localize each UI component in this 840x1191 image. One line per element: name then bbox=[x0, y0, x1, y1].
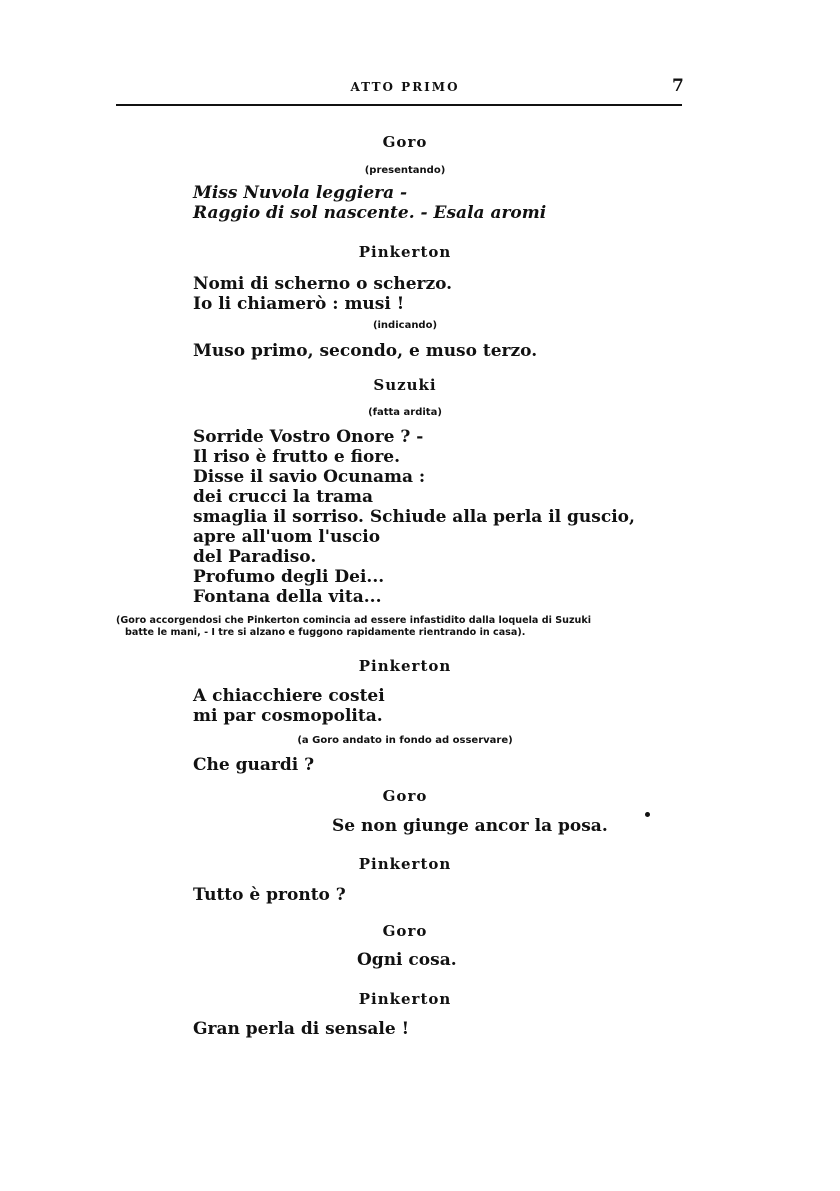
stage-direction: (fatta ardita) bbox=[368, 407, 442, 418]
verse-line: apre all'uom l'uscio bbox=[193, 527, 381, 547]
header-rule bbox=[116, 104, 682, 106]
running-title: ATTO PRIMO bbox=[350, 80, 460, 94]
stage-direction: (a Goro andato in fondo ad osservare) bbox=[297, 735, 513, 746]
verse-line: Disse il savio Ocunama : bbox=[193, 467, 426, 487]
verse-line: A chiacchiere costei bbox=[193, 686, 385, 706]
verse-line: mi par cosmopolita. bbox=[193, 706, 383, 726]
stage-direction: (indicando) bbox=[372, 320, 438, 331]
verse-line: Tutto è pronto ? bbox=[193, 885, 346, 905]
stage-direction: (presentando) bbox=[364, 165, 446, 176]
speaker-goro: Goro bbox=[382, 787, 428, 805]
verse-line: Miss Nuvola leggiera - bbox=[193, 183, 408, 203]
verse-line: dei crucci la trama bbox=[193, 487, 374, 507]
speaker-suzuki: Suzuki bbox=[373, 376, 437, 394]
verse-line: Profumo degli Dei... bbox=[193, 567, 385, 587]
verse-line: Se non giunge ancor la posa. bbox=[332, 816, 608, 836]
verse-line: Muso primo, secondo, e muso terzo. bbox=[193, 341, 538, 361]
verse-line: Raggio di sol nascente. - Esala aromi bbox=[193, 203, 547, 223]
speaker-pinkerton: Pinkerton bbox=[358, 855, 452, 873]
verse-line: smaglia il sorriso. Schiude alla perla il guscio, bbox=[193, 507, 635, 527]
verse-line: Fontana della vita... bbox=[193, 587, 382, 607]
page-number: 7 bbox=[672, 76, 684, 96]
verse-line: Ogni cosa. bbox=[357, 950, 457, 970]
stage-direction-long bbox=[116, 615, 706, 639]
verse-line: Gran perla di sensale ! bbox=[193, 1019, 410, 1039]
verse-line: Il riso è frutto e fiore. bbox=[193, 447, 401, 467]
verse-line: Io li chiamerò : musi ! bbox=[193, 294, 405, 314]
verse-line: Sorride Vostro Onore ? - bbox=[193, 427, 424, 447]
stage-direction-line: (Goro accorgendosi che Pinkerton comincia ad essere infastidito dalla loquela di Suzuki bbox=[116, 615, 592, 626]
speaker-goro: Goro bbox=[382, 133, 428, 151]
speaker-pinkerton: Pinkerton bbox=[358, 243, 452, 261]
ink-mark bbox=[645, 812, 650, 817]
verse-line: Nomi di scherno o scherzo. bbox=[193, 274, 453, 294]
speaker-pinkerton: Pinkerton bbox=[358, 990, 452, 1008]
speaker-goro: Goro bbox=[382, 922, 428, 940]
stage-direction-line: batte le mani, - I tre si alzano e fuggono rapidamente rientrando in casa). bbox=[125, 627, 526, 638]
verse-line: Che guardi ? bbox=[193, 755, 315, 775]
verse-line: del Paradiso. bbox=[193, 547, 317, 567]
speaker-pinkerton: Pinkerton bbox=[358, 657, 452, 675]
